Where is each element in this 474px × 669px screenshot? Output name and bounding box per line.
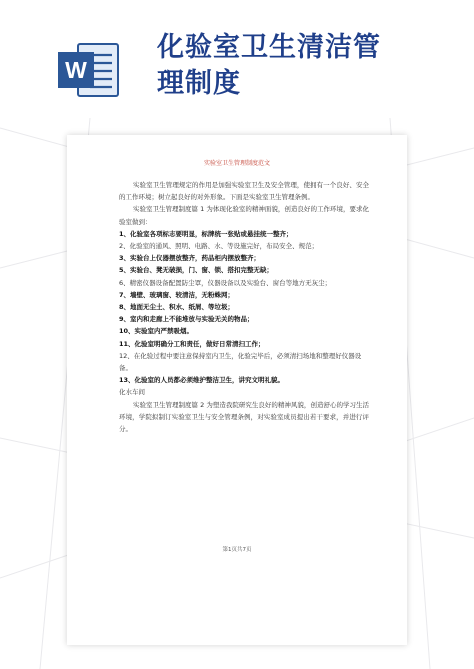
title-line-1: 化验室卫生清洁管 [157, 32, 381, 63]
list-item: 3、实验台上仪器摆放整齐，药品柜内摆放整齐； [119, 254, 261, 263]
document-title: 实验室卫生管理制度范文 [203, 160, 270, 167]
list-item: 5、实验台、凳无破损，门、窗、锁、搭扣完整无缺； [119, 266, 274, 275]
document-body [119, 179, 369, 435]
list-item: 6、精密仪器设备配置防尘罩，仪器设备以及实验台、窗台等地方无灰尘； [119, 278, 332, 287]
intro-paragraph: 实验室卫生管理规定的作用是加强实验室卫生及安全管理，使拥有一个良好、安全的工作环境；树立起良好的对外形象。下面是实验室卫生管理条例。 [119, 181, 369, 202]
list-item: 10、实验室内严禁吸烟。 [119, 327, 194, 336]
word-document-icon [58, 38, 120, 102]
list-item: 1、化验室各项标志要明显，标牌统一张贴或悬挂统一整齐； [119, 229, 293, 238]
section-1-paragraph: 实验室卫生管理制度篇 1 为体现化验室的精神面貌，创造良好的工作环境，要求化验室做到： [119, 205, 369, 226]
list-item: 11、化验室明确分工和责任，做好日常清扫工作； [119, 339, 265, 348]
section-label: 化水车间 [119, 388, 145, 397]
page-title [157, 30, 467, 102]
list-item: 13、化验室的人员都必须维护整洁卫生，讲究文明礼貌。 [119, 376, 285, 385]
svg-text:W: W [65, 57, 87, 83]
page-number: 第1页共7页 [222, 547, 252, 553]
list-item: 8、地面无尘土、积水、纸屑、等垃圾； [119, 303, 235, 312]
list-item: 2、化验室的通风、照明、电路、水、等设施完好，布局安全、规范； [119, 242, 319, 251]
list-item: 9、室内和走廊上不能堆放与实验无关的物品； [119, 315, 254, 324]
document-page [67, 135, 407, 645]
header-banner [0, 0, 474, 122]
title-line-2: 理制度 [157, 68, 241, 99]
list-item: 12、在化验过程中要注意保持室内卫生，化验完毕后，必须清扫场地和整理好仪器设备。 [119, 351, 362, 373]
section-2-paragraph: 实验室卫生管理制度篇 2 为塑造我院研究生良好的精神风貌，创造舒心的学习生活环境，学院拟制订实验室卫生与安全管理条例，对实验室成员提出若干要求，并进行评分。 [119, 400, 369, 434]
list-item: 7、墙壁、玻璃窗、较清洁，无粉蛛网； [119, 290, 235, 299]
